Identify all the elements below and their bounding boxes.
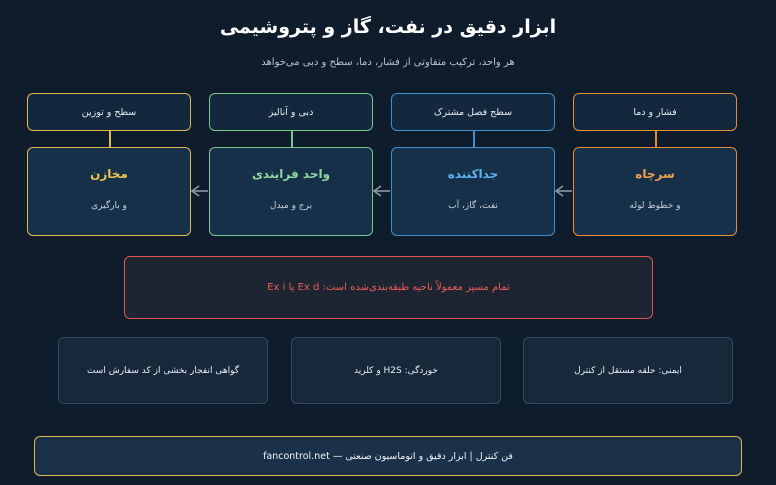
footer-banner [34,436,742,476]
stage-tag-process-unit: دبی و آنالیز [209,93,373,131]
stage-title: سرچاه [635,167,675,181]
note-certification: گواهی انفجار بخشی از کد سفارش است [58,337,268,404]
stage-title: جداکننده [447,167,499,181]
warning-text: تمام مسیر معمولاً ناحیه طبقه‌بندی‌شده است: Ex d یا Ex i [267,282,510,293]
stage-tag-tanks: سطح و توزین [27,93,191,131]
footer-text: فن کنترل | ابزار دقیق و اتوماسیون صنعتی — fancontrol.net [263,450,513,462]
stage-detail: و بارگیری [91,201,127,211]
stage-detail: برج و مبدل [269,201,313,211]
page-subtitle: هر واحد، ترکیب متفاوتی از فشار، دما، سطح و دبی می‌خواهد [261,57,515,68]
stage-tag-wellhead: فشار و دما [573,93,737,131]
stage-title: واحد فرایندی [251,167,331,181]
stage-detail: و خطوط لوله [629,201,681,211]
page-title: ابزار دقیق در نفت، گاز و پتروشیمی [219,16,557,38]
stage-tag-separator: سطح فصل مشترک [391,93,555,131]
stage-title: مخازن [90,167,128,181]
note-safety: ایمنی: حلقه مستقل از کنترل [523,337,733,404]
note-corrosion: خوردگی: H2S و کلرید [291,337,501,404]
stage-detail: نفت، گاز، آب [448,201,498,211]
hazard-zone-warning [124,256,653,319]
